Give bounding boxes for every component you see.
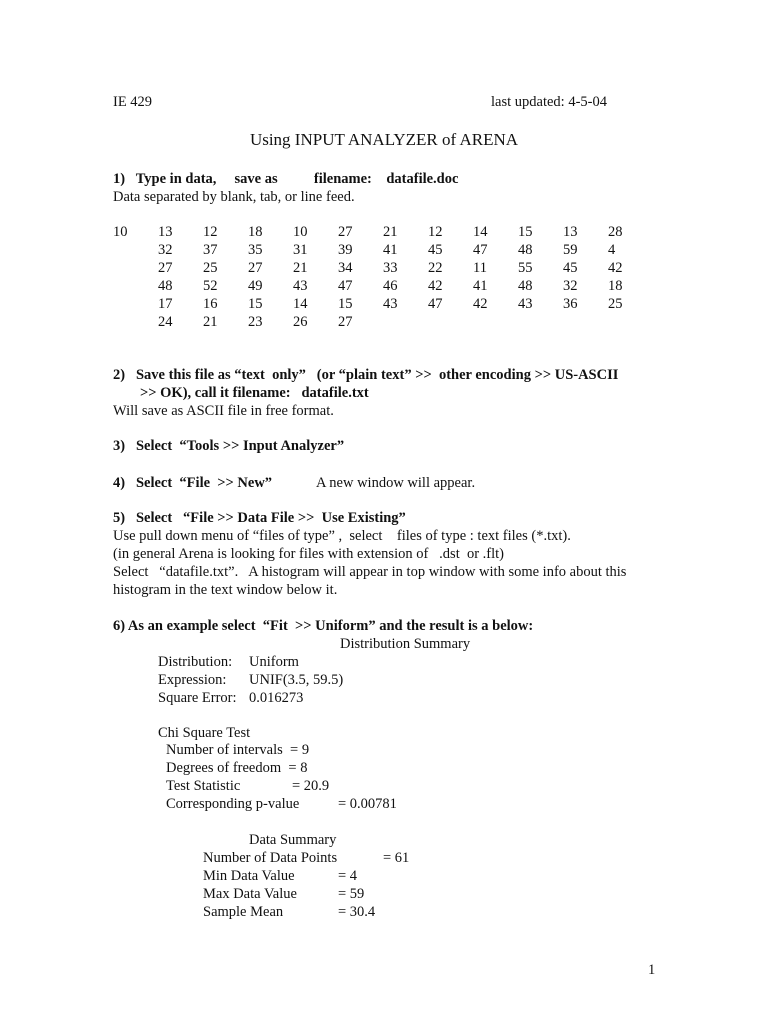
sample-mean-value: = 30.4 [338, 904, 376, 920]
data-value: 47 [338, 278, 353, 294]
step4-note: A new window will appear. [316, 475, 476, 491]
data-value: 12 [203, 224, 218, 240]
data-value: 42 [473, 296, 488, 312]
data-value: 41 [473, 278, 488, 294]
data-value: 11 [473, 260, 487, 276]
intervals-line: Number of intervals = 9 [166, 742, 310, 758]
test-statistic-value: = 20.9 [292, 778, 330, 794]
data-value: 21 [383, 224, 398, 240]
data-row [0, 314, 768, 332]
data-value: 42 [428, 278, 443, 294]
min-value-label: Min Data Value [203, 868, 295, 884]
data-value: 23 [248, 314, 263, 330]
dof-line: Degrees of freedom = 8 [166, 760, 308, 776]
max-value-label: Max Data Value [203, 886, 297, 902]
data-value: 37 [203, 242, 218, 258]
data-value: 34 [338, 260, 353, 276]
p-value-label: Corresponding p-value [166, 796, 300, 812]
square-error-value: 0.016273 [249, 690, 304, 706]
min-value-value: = 4 [338, 868, 358, 884]
data-value: 21 [203, 314, 218, 330]
max-value-value: = 59 [338, 886, 365, 902]
step5-heading: 5) Select “File >> Data File >> Use Existing” [113, 510, 406, 526]
distribution-value: Uniform [249, 654, 299, 670]
data-value: 33 [383, 260, 398, 276]
data-value: 13 [158, 224, 173, 240]
data-value: 12 [428, 224, 443, 240]
data-value: 15 [518, 224, 533, 240]
step2-heading-line2: >> OK), call it filename: datafile.txt [140, 385, 369, 401]
data-value: 47 [473, 242, 488, 258]
data-table [0, 224, 768, 336]
data-value: 14 [473, 224, 488, 240]
data-summary-title: Data Summary [249, 832, 337, 848]
data-row [0, 278, 768, 296]
data-value: 46 [383, 278, 398, 294]
expression-value: UNIF(3.5, 59.5) [249, 672, 344, 688]
square-error-label: Square Error: [158, 690, 237, 706]
data-value: 27 [338, 314, 353, 330]
data-value: 14 [293, 296, 308, 312]
data-value: 13 [563, 224, 578, 240]
data-value: 18 [608, 278, 623, 294]
step1-note: Data separated by blank, tab, or line feed. [113, 189, 355, 205]
data-value: 43 [383, 296, 398, 312]
data-points-value: = 61 [383, 850, 410, 866]
data-value: 10 [293, 224, 308, 240]
data-value: 27 [338, 224, 353, 240]
data-value: 4 [608, 242, 616, 258]
page-number: 1 [648, 962, 656, 978]
distribution-label: Distribution: [158, 654, 233, 670]
data-row [0, 260, 768, 278]
step2-heading-line1: 2) Save this file as “text only” (or “plain text” >> other encoding >> US-ASCII [113, 367, 619, 383]
data-value: 49 [248, 278, 263, 294]
data-value: 39 [338, 242, 353, 258]
data-value: 45 [428, 242, 443, 258]
data-row [0, 224, 768, 242]
distribution-summary-title: Distribution Summary [340, 636, 471, 652]
chi-square-title: Chi Square Test [158, 725, 251, 741]
data-value: 47 [428, 296, 443, 312]
data-value: 43 [293, 278, 308, 294]
data-value: 52 [203, 278, 218, 294]
data-value: 48 [158, 278, 173, 294]
data-value: 48 [518, 278, 533, 294]
data-value: 43 [518, 296, 533, 312]
data-row [0, 296, 768, 314]
data-value: 41 [383, 242, 398, 258]
data-value: 36 [563, 296, 578, 312]
data-value: 10 [113, 224, 128, 240]
step3-heading: 3) Select “Tools >> Input Analyzer” [113, 438, 345, 454]
course-code: IE 429 [113, 94, 153, 110]
step5-line4: histogram in the text window below it. [113, 582, 338, 598]
data-value: 15 [248, 296, 263, 312]
step6-heading: 6) As an example select “Fit >> Uniform” and the result is a below: [113, 618, 534, 634]
test-statistic-label: Test Statistic [166, 778, 241, 794]
last-updated: last updated: 4-5-04 [491, 94, 607, 110]
data-value: 18 [248, 224, 263, 240]
data-value: 15 [338, 296, 353, 312]
data-value: 27 [158, 260, 173, 276]
data-value: 21 [293, 260, 308, 276]
sample-mean-label: Sample Mean [203, 904, 284, 920]
expression-label: Expression: [158, 672, 227, 688]
data-value: 32 [563, 278, 578, 294]
data-value: 25 [608, 296, 623, 312]
data-value: 26 [293, 314, 308, 330]
data-value: 16 [203, 296, 218, 312]
data-value: 48 [518, 242, 533, 258]
data-value: 22 [428, 260, 443, 276]
data-value: 25 [203, 260, 218, 276]
p-value-value: = 0.00781 [338, 796, 397, 812]
page-title: Using INPUT ANALYZER of ARENA [249, 130, 519, 149]
data-value: 45 [563, 260, 578, 276]
data-value: 31 [293, 242, 308, 258]
step4-heading: 4) Select “File >> New” [113, 475, 273, 491]
step2-note: Will save as ASCII file in free format. [113, 403, 334, 419]
data-row [0, 242, 768, 260]
data-value: 59 [563, 242, 578, 258]
data-value: 55 [518, 260, 533, 276]
data-value: 24 [158, 314, 173, 330]
step5-line2: (in general Arena is looking for files with extension of .dst or .flt) [113, 546, 505, 562]
data-value: 28 [608, 224, 623, 240]
data-value: 35 [248, 242, 263, 258]
data-value: 32 [158, 242, 173, 258]
step1-heading: 1) Type in data, save as filename: datafile.doc [113, 171, 459, 187]
data-points-label: Number of Data Points [203, 850, 338, 866]
step5-line1: Use pull down menu of “files of type” , select files of type : text files (*.txt). [113, 528, 571, 544]
data-value: 42 [608, 260, 623, 276]
data-value: 27 [248, 260, 263, 276]
data-value: 17 [158, 296, 173, 312]
step5-line3: Select “datafile.txt”. A histogram will appear in top window with some info about this [113, 564, 627, 580]
